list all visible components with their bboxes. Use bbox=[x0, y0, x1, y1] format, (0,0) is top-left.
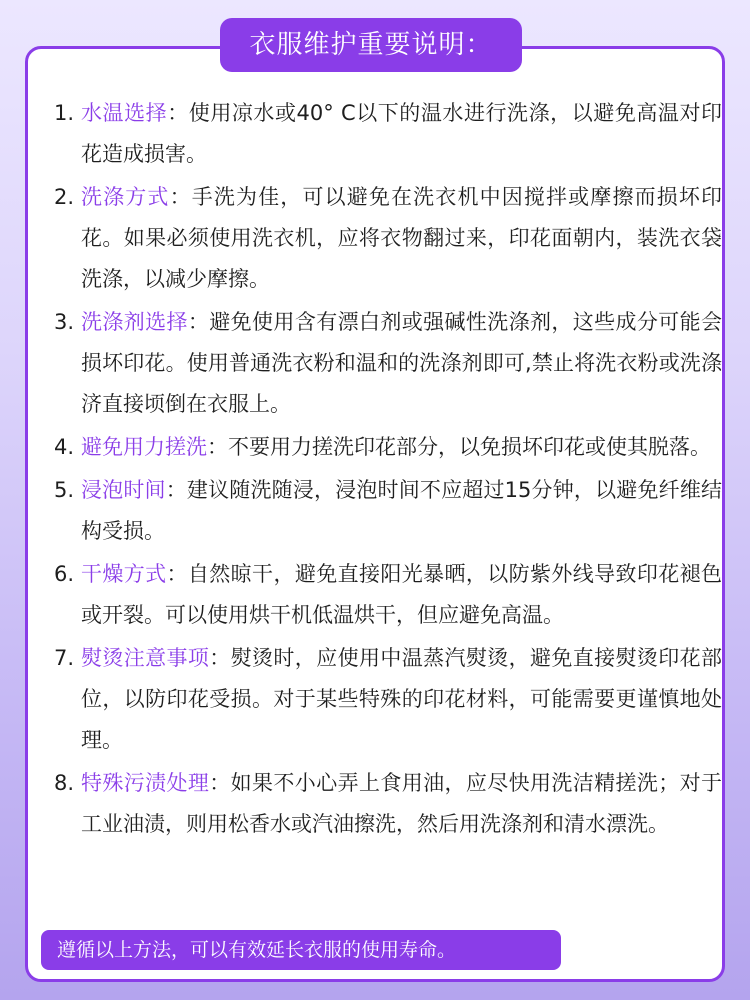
item-text: 建议随洗随浸，浸泡时间不应超过15分钟，以避免纤维结构受损。 bbox=[81, 478, 722, 543]
list-item bbox=[54, 93, 722, 175]
item-heading: 熨烫注意事项 bbox=[81, 646, 210, 670]
item-number: 4. bbox=[54, 435, 75, 459]
item-heading: 干燥方式 bbox=[81, 562, 167, 586]
item-text: 如果不小心弄上食用油，应尽快用洗洁精搓洗；对于工业油渍，则用松香水或汽油擦洗，然后用洗涤剂和清水漂洗。 bbox=[81, 771, 723, 836]
item-separator: ： bbox=[187, 310, 210, 334]
item-text: 自然晾干，避免直接阳光暴晒，以防紫外线导致印花褪色或开裂。可以使用烘干机低温烘干，但应避免高温。 bbox=[81, 562, 723, 627]
item-separator: ： bbox=[207, 435, 228, 459]
item-number: 8. bbox=[54, 771, 75, 795]
item-body bbox=[81, 638, 722, 761]
item-text: 熨烫时，应使用中温蒸汽熨烫，避免直接熨烫印花部位，以防印花受损。对于某些特殊的印花材料，可能需要更谨慎地处理。 bbox=[81, 646, 723, 752]
item-body bbox=[81, 177, 722, 300]
item-body bbox=[81, 427, 722, 468]
item-separator: ： bbox=[167, 101, 189, 125]
item-heading: 洗涤方式 bbox=[81, 185, 170, 209]
item-number: 1. bbox=[54, 101, 75, 125]
care-list bbox=[54, 93, 722, 847]
item-heading: 浸泡时间 bbox=[81, 478, 166, 502]
item-separator: ： bbox=[165, 478, 187, 502]
item-number: 7. bbox=[54, 646, 75, 670]
item-number: 6. bbox=[54, 562, 75, 586]
list-item bbox=[54, 763, 722, 845]
item-heading: 水温选择 bbox=[81, 101, 168, 125]
item-separator: ： bbox=[169, 185, 192, 209]
item-separator: ： bbox=[209, 771, 231, 795]
list-item bbox=[54, 554, 722, 636]
list-item bbox=[54, 427, 722, 468]
item-number: 2. bbox=[54, 185, 75, 209]
list-item bbox=[54, 470, 722, 552]
list-item bbox=[54, 302, 722, 425]
list-item bbox=[54, 177, 722, 300]
item-body bbox=[81, 93, 722, 175]
item-heading: 避免用力搓洗 bbox=[81, 435, 207, 459]
item-text: 避免使用含有漂白剂或强碱性洗涤剂，这些成分可能会损坏印花。使用普通洗衣粉和温和的洗涤剂即可,禁止将洗衣粉或洗涤济直接顷倒在衣服上。 bbox=[81, 310, 723, 416]
page-title: 衣服维护重要说明： bbox=[220, 18, 522, 72]
item-heading: 特殊污渍处理 bbox=[81, 771, 210, 795]
item-body bbox=[81, 554, 722, 636]
item-body bbox=[81, 470, 722, 552]
item-separator: ： bbox=[166, 562, 188, 586]
list-item bbox=[54, 638, 722, 761]
item-text: 手洗为佳，可以避免在洗衣机中因搅拌或摩擦而损坏印花。如果必须使用洗衣机，应将衣物翻过来，印花面朝内，装洗衣袋洗涤，以减少摩擦。 bbox=[81, 185, 723, 291]
item-text: 不要用力搓洗印花部分，以免损坏印花或使其脱落。 bbox=[228, 435, 711, 459]
item-separator: ： bbox=[209, 646, 231, 670]
item-number: 5. bbox=[54, 478, 75, 502]
item-body bbox=[81, 763, 722, 845]
item-heading: 洗涤剂选择 bbox=[81, 310, 188, 334]
item-body bbox=[81, 302, 722, 425]
item-text: 使用凉水或40° C以下的温水进行洗涤，以避免高温对印花造成损害。 bbox=[81, 101, 723, 166]
item-number: 3. bbox=[54, 310, 75, 334]
footer-note: 遵循以上方法，可以有效延长衣服的使用寿命。 bbox=[41, 930, 561, 970]
